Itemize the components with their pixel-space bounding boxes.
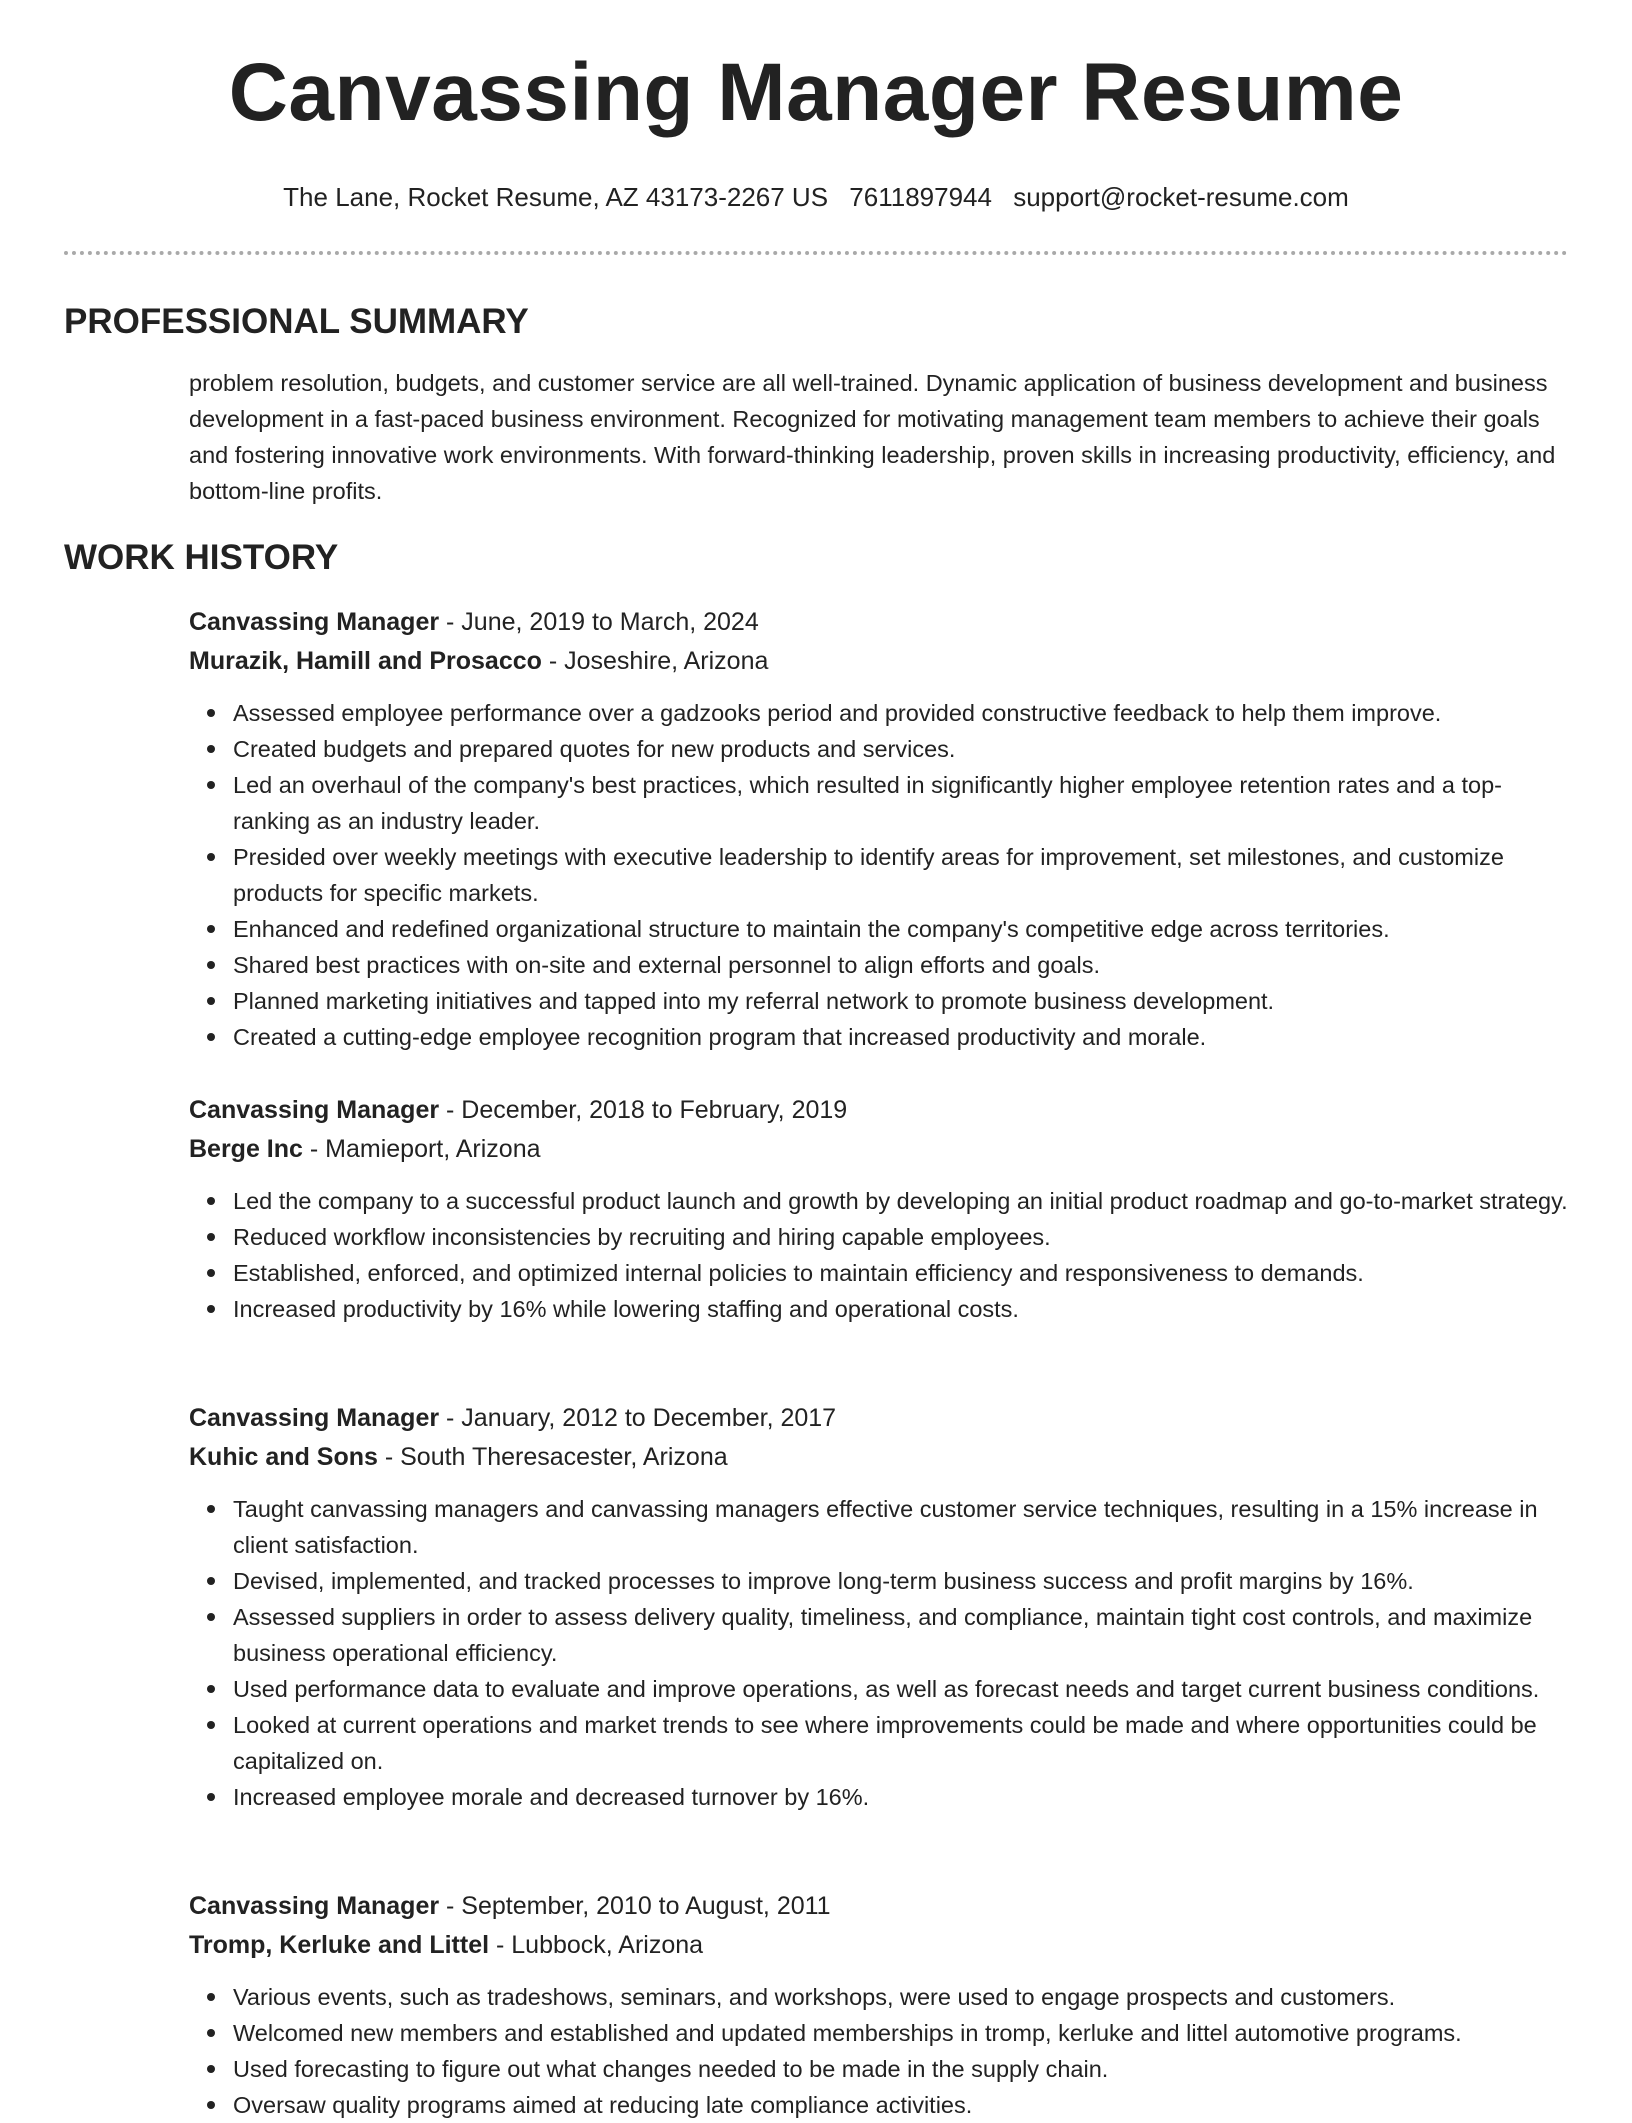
contact-email: support@rocket-resume.com [1013, 182, 1349, 212]
job-company: Kuhic and Sons [189, 1443, 378, 1471]
work-history-heading: WORK HISTORY [64, 538, 339, 577]
job-bullets [189, 1979, 1569, 2123]
contact-phone: 7611897944 [849, 182, 992, 212]
job-bullet: Created budgets and prepared quotes for new products and services. [233, 731, 1569, 767]
job-title-line [189, 1091, 1569, 1130]
job-company: Berge Inc [189, 1135, 303, 1163]
job-company: Tromp, Kerluke and Littel [189, 1931, 490, 1959]
job-dates: - June, 2019 to March, 2024 [439, 608, 759, 636]
job-company-line [189, 1130, 1569, 1169]
job-bullet: Looked at current operations and market trends to see where improvements could be made and where opportunities could be capitalized on. [233, 1707, 1569, 1779]
job-company: Murazik, Hamill and Prosacco [189, 647, 542, 675]
job-entry [189, 1399, 1569, 1815]
job-location: - South Theresacester, Arizona [377, 1443, 728, 1471]
job-bullet: Used performance data to evaluate and improve operations, as well as forecast needs and target current business conditions. [233, 1671, 1569, 1707]
job-bullet: Increased productivity by 16% while lowering staffing and operational costs. [233, 1291, 1569, 1327]
summary-heading: PROFESSIONAL SUMMARY [64, 302, 529, 341]
job-bullet: Established, enforced, and optimized internal policies to maintain efficiency and responsiveness to demands. [233, 1255, 1569, 1291]
job-title-line [189, 1399, 1569, 1438]
contact-line [0, 182, 1632, 213]
job-bullet: Assessed employee performance over a gadzooks period and provided constructive feedback to help them improve. [233, 695, 1569, 731]
job-company-line [189, 1438, 1569, 1477]
job-bullets [189, 1183, 1569, 1327]
header-divider [64, 251, 1568, 255]
job-bullets [189, 1491, 1569, 1815]
job-entry [189, 1887, 1569, 2123]
job-title: Canvassing Manager [189, 1096, 440, 1124]
job-entry [189, 603, 1569, 1055]
contact-address: The Lane, Rocket Resume, AZ 43173-2267 US [283, 182, 829, 212]
job-title-line [189, 1887, 1569, 1926]
job-bullet: Increased employee morale and decreased turnover by 16%. [233, 1779, 1569, 1815]
job-bullets [189, 695, 1569, 1055]
job-company-line [189, 642, 1569, 681]
job-title: Canvassing Manager [189, 608, 440, 636]
job-bullet: Taught canvassing managers and canvassing managers effective customer service techniques, resulting in a 15% increase in client satisfaction. [233, 1491, 1569, 1563]
job-title-line [189, 603, 1569, 642]
job-location: - Lubbock, Arizona [489, 1931, 704, 1959]
job-title: Canvassing Manager [189, 1404, 440, 1432]
job-dates: - December, 2018 to February, 2019 [439, 1096, 848, 1124]
job-title: Canvassing Manager [189, 1892, 440, 1920]
resume-title: Canvassing Manager Resume [228, 47, 1404, 138]
job-bullet: Led an overhaul of the company's best practices, which resulted in significantly higher employee retention rates and a top-ranking as an industry leader. [233, 767, 1569, 839]
job-bullet: Assessed suppliers in order to assess delivery quality, timeliness, and compliance, maintain tight cost controls, and maximize business operational efficiency. [233, 1599, 1569, 1671]
job-bullet: Welcomed new members and established and updated memberships in tromp, kerluke and littel automotive programs. [233, 2015, 1569, 2051]
job-bullet: Reduced workflow inconsistencies by recruiting and hiring capable employees. [233, 1219, 1569, 1255]
job-bullet: Oversaw quality programs aimed at reducing late compliance activities. [233, 2087, 1569, 2123]
job-location: - Joseshire, Arizona [541, 647, 769, 675]
job-bullet: Created a cutting-edge employee recognition program that increased productivity and morale. [233, 1019, 1569, 1055]
job-entry [189, 1091, 1569, 1327]
job-dates: - January, 2012 to December, 2017 [439, 1404, 837, 1432]
job-bullet: Various events, such as tradeshows, seminars, and workshops, were used to engage prospects and customers. [233, 1979, 1569, 2015]
job-location: - Mamieport, Arizona [302, 1135, 541, 1163]
job-bullet: Led the company to a successful product launch and growth by developing an initial product roadmap and go-to-market strategy. [233, 1183, 1569, 1219]
job-bullet: Planned marketing initiatives and tapped into my referral network to promote business development. [233, 983, 1569, 1019]
job-company-line [189, 1926, 1569, 1965]
job-dates: - September, 2010 to August, 2011 [439, 1892, 831, 1920]
summary-text: problem resolution, budgets, and customer service are all well-trained. Dynamic application of business development and business development in a fast-paced business environment. Recognized for motivating management team members to achieve their goals and fostering innovative work environments. With forward-thinking leadership, proven skills in increasing productivity, efficiency, and bottom-line profits. [189, 370, 1556, 504]
job-bullet: Devised, implemented, and tracked processes to improve long-term business success and profit margins by 16%. [233, 1563, 1569, 1599]
job-bullet: Enhanced and redefined organizational structure to maintain the company's competitive edge across territories. [233, 911, 1569, 947]
job-bullet: Used forecasting to figure out what changes needed to be made in the supply chain. [233, 2051, 1569, 2087]
job-bullet: Shared best practices with on-site and external personnel to align efforts and goals. [233, 947, 1569, 983]
job-bullet: Presided over weekly meetings with executive leadership to identify areas for improvement, set milestones, and customize products for specific markets. [233, 839, 1569, 911]
